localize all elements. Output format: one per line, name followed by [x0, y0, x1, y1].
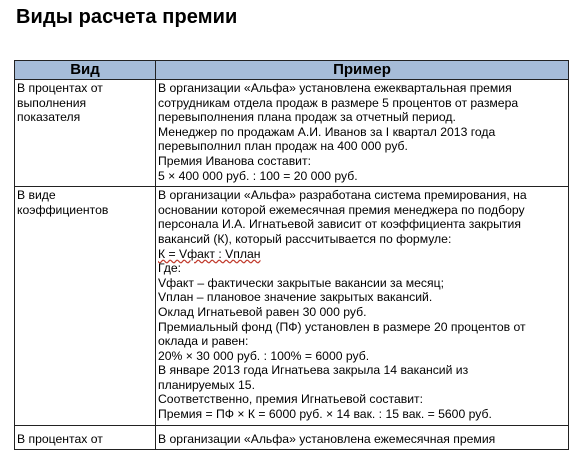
example-text: В организации «Альфа» установлена ежемесячная премия: [158, 431, 496, 446]
table-header-row: [15, 61, 569, 80]
table-row: [15, 425, 569, 450]
example-text: сотрудникам отдела продаж в размере 5 процентов от размера: [158, 95, 519, 110]
column-header-example: Пример: [156, 61, 569, 80]
example-text: персонала И.А. Игнатьевой зависит от коэффициента закрытия: [158, 217, 521, 232]
page-title: Виды расчета премии: [16, 6, 238, 28]
example-text: В январе 2013 года Игнатьева закрыла 14 вакансий из: [158, 363, 469, 378]
example-text: оклада и равен:: [158, 334, 249, 349]
example-text: 20% × 30 000 руб. : 100% = 6000 руб.: [158, 348, 370, 363]
example-text: Премия Иванова составит:: [158, 153, 311, 168]
example-cell: [156, 425, 569, 450]
example-text: планируемых 15.: [158, 377, 255, 392]
example-text: Vфакт – фактически закрытые вакансии за месяц;: [158, 275, 444, 290]
example-text: В организации «Альфа» разработана система премирования, на: [158, 188, 527, 203]
example-text: 5 × 400 000 руб. : 100 = 20 000 руб.: [158, 168, 358, 183]
example-text: перевыполнения плана продаж за отчетный период.: [158, 110, 456, 125]
kind-text: В виде: [17, 188, 56, 203]
kind-cell: [15, 425, 156, 450]
kind-text: В процентах от: [17, 431, 103, 446]
bonus-types-table: [14, 60, 568, 450]
kind-cell: [15, 80, 156, 187]
kind-text: В процентах от: [17, 81, 103, 95]
kind-text: коэффициентов: [17, 202, 109, 217]
kind-text: выполнения: [17, 95, 87, 110]
example-text: основании которой ежемесячная премия менеджера по подбору: [158, 202, 525, 217]
example-text: Премия = ПФ × К = 6000 руб. × 14 вак. : 15 вак. = 5600 руб.: [158, 407, 492, 422]
example-text: Премиальный фонд (ПФ) установлен в размере 20 процентов от: [158, 319, 526, 334]
example-text: В организации «Альфа» установлена ежеквартальная премия: [158, 81, 512, 95]
formula-text: К = Vфакт : Vплан: [158, 246, 261, 261]
table-row: [15, 80, 569, 187]
example-cell: [156, 187, 569, 426]
example-text: Соответственно, премия Игнатьевой составит:: [158, 392, 423, 407]
example-text: вакансий (К), который рассчитывается по формуле:: [158, 231, 452, 246]
example-text: Оклад Игнатьевой равен 30 000 руб.: [158, 304, 367, 319]
example-text: Vплан – плановое значение закрытых вакансий.: [158, 290, 433, 305]
example-cell: [156, 80, 569, 187]
example-text: Менеджер по продажам А.И. Иванов за I квартал 2013 года: [158, 124, 496, 139]
column-header-kind: Вид: [15, 61, 156, 80]
table-row: [15, 187, 569, 426]
kind-cell: [15, 187, 156, 426]
kind-text: показателя: [17, 110, 81, 125]
example-text: перевыполнил план продаж на 400 000 руб.: [158, 139, 408, 154]
example-text: Где:: [158, 261, 182, 276]
